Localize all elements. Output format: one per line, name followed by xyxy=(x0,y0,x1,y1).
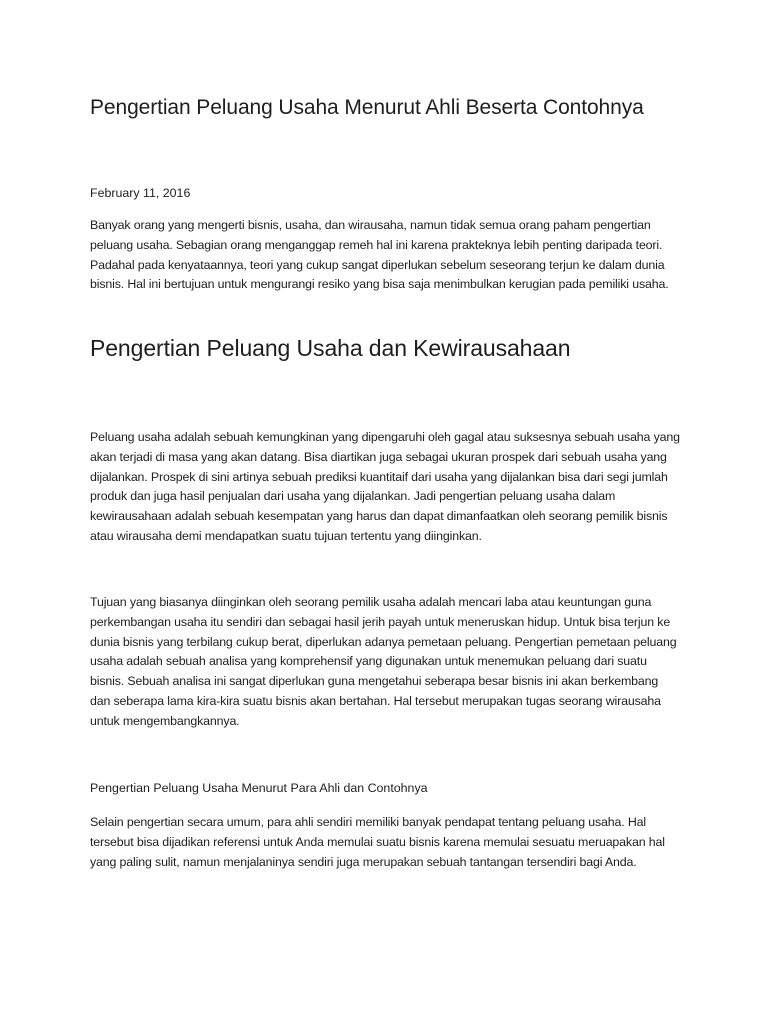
post-date: February 11, 2016 xyxy=(90,186,191,200)
section-heading-kewirausahaan: Pengertian Peluang Usaha dan Kewirausahaan xyxy=(90,335,571,361)
section2-paragraph-1: Selain pengertian secara umum, para ahli sendiri memiliki banyak pendapat tentang peluang usaha. Hal tersebut bisa dijadikan referensi untuk Anda memulai suatu bisnis karena memulai sesuatu meruapakan hal yang paling sulit, namun menjalaninya sendiri juga merupakan sebuah tantangan tersendiri bagi Anda. xyxy=(90,815,665,869)
document-title: Pengertian Peluang Usaha Menurut Ahli Beserta Contohnya xyxy=(90,96,644,119)
intro-paragraph: Banyak orang yang mengerti bisnis, usaha, dan wirausaha, namun tidak semua orang paham pengertian peluang usaha. Sebagian orang menganggap remeh hal ini karena prakteknya lebih penting daripada teori. Padahal pada kenyataannya, teori yang cukup sangat diperlukan sebelum seseorang terjun ke dalam dunia bisnis. Hal ini bertujuan untuk mengurangi resiko yang bisa saja menimbulkan kerugian pada pemiliki usaha. xyxy=(90,218,669,292)
section-heading-para-ahli: Pengertian Peluang Usaha Menurut Para Ahli dan Contohnya xyxy=(90,781,428,795)
section1-paragraph-1: Peluang usaha adalah sebuah kemungkinan yang dipengaruhi oleh gagal atau suksesnya sebuah usaha yang akan terjadi di masa yang akan datang. Bisa diartikan juga sebagai ukuran prospek dari sebuah usaha yang dijalankan. Prospek di sini artinya sebuah prediksi kuantitaif dari usaha yang dijalankan bisa dari segi jumlah produk dan juga hasil penjualan dari usaha yang dijalankan. Jadi pengertian peluang usaha dalam kewirausahaan adalah sebuah kesempatan yang harus dan dapat dimanfaatkan oleh seorang pemilik bisnis atau wirausaha demi mendapatkan suatu tujuan tertentu yang diinginkan. xyxy=(90,430,680,543)
section1-paragraph-2: Tujuan yang biasanya diinginkan oleh seorang pemilik usaha adalah mencari laba atau keuntungan guna perkembangan usaha itu sendiri dan sebagai hasil jerih payah untuk meneruskan hidup. Untuk bisa terjun ke dunia bisnis yang terbilang cukup berat, diperlukan adanya pemetaan peluang. Pengertian pemetaan peluang usaha adalah sebuah analisa yang komprehensif yang digunakan untuk menemukan peluang dari suatu bisnis. Sebuah analisa ini sangat diperlukan guna mengetahui seberapa besar bisnis ini akan berkembang dan seberapa lama kira-kira suatu bisnis akan bertahan. Hal tersebut merupakan tugas seorang wirausaha untuk mengembangkannya. xyxy=(90,595,677,728)
